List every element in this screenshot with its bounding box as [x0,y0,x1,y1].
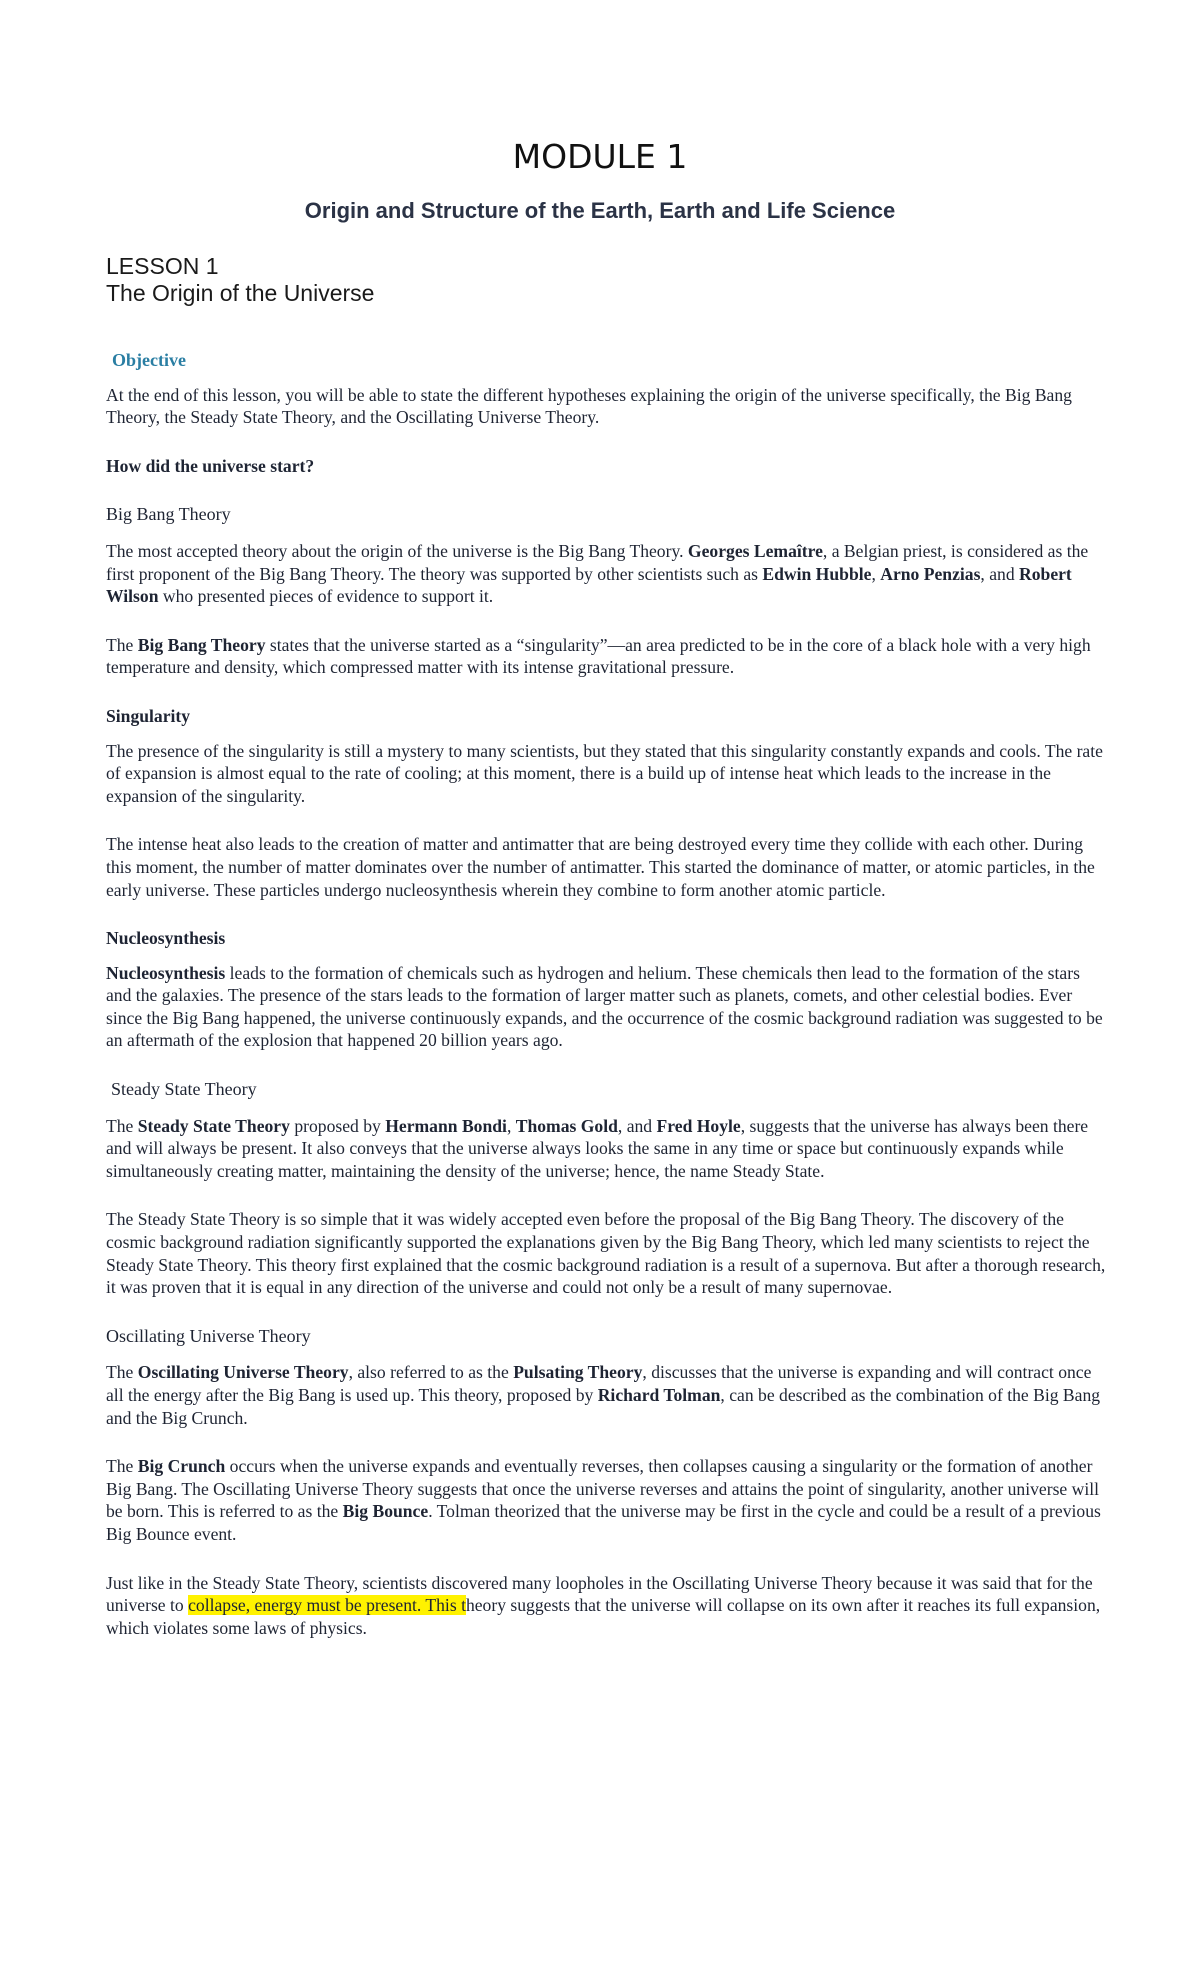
objective-heading: Objective [112,350,186,370]
big-bang-paragraph-1: The most accepted theory about the origin of the universe is the Big Bang Theory. Georges Lemaître, a Belgian priest, is considered as the first proponent of the Big Bang Theory. The theory was supported by other scientists such as Edwin Hubble, Arno Penzias, and Robert Wilson who presented pieces of evidence to support it. [106,540,1089,607]
steady-state-heading: Steady State Theory [111,1079,257,1100]
oscillating-paragraph-3: Just like in the Steady State Theory, scientists discovered many loopholes in the Oscillating Universe Theory because it was said that for the universe to collapse, energy must be present. This theory suggests that the universe will collapse on its own after it reaches its full expansion, which violates some laws of physics. [106,1572,1101,1638]
module-subtitle: Origin and Structure of the Earth, Earth and Life Science [304,198,896,223]
steady-state-paragraph-2: The Steady State Theory is so simple that it was widely accepted even before the proposal of the Big Bang Theory. The discovery of the cosmic background radiation significantly supported the explanations given by the Big Bang Theory, which led many scientists to reject the Steady State Theory. This theory first explained that the cosmic background radiation is a result of a supernova. But after a thorough research, it was proven that it is equal in any direction of the universe and could not only be a result of many supernovae. [106,1209,1106,1298]
big-bang-heading: Big Bang Theory [106,504,231,525]
module-title: MODULE 1 [512,137,688,176]
oscillating-heading: Oscillating Universe Theory [106,1325,311,1346]
lesson-title: The Origin of the Universe [106,280,375,306]
big-bang-paragraph-2: The Big Bang Theory states that the universe started as a “singularity”—an area predicted to be in the core of a black hole with a very high temperature and density, which compressed matter with its intense gravitational pressure. [106,634,1091,678]
question-heading: How did the universe start? [106,455,315,476]
oscillating-paragraph-1: The Oscillating Universe Theory, also referred to as the Pulsating Theory, discusses that the universe is expanding and will contract once all the energy after the Big Bang is used up. This theory, proposed by Richard Tolman, can be described as the combination of the Big Bang and the Big Crunch. [106,1362,1101,1428]
singularity-paragraph-2: The intense heat also leads to the creation of matter and antimatter that are being destroyed every time they collide with each other. During this moment, the number of matter dominates over the number of antimatter. This started the dominance of matter, or atomic particles, in the early universe. These particles undergo nucleosynthesis wherein they combine to form another atomic particle. [106,834,1095,900]
lesson-number: LESSON 1 [106,253,219,279]
singularity-heading: Singularity [106,705,191,726]
objective-text: At the end of this lesson, you will be able to state the different hypotheses explaining the origin of the universe specifically, the Big Bang Theory, the Steady State Theory, and the Oscillating Universe Theory. [106,384,1072,428]
singularity-paragraph-1: The presence of the singularity is still a mystery to many scientists, but they stated that this singularity constantly expands and cools. The rate of expansion is almost equal to the rate of cooling; at this moment, there is a build up of intense heat which leads to the increase in the expansion of the singularity. [106,740,1103,806]
steady-state-paragraph-1: The Steady State Theory proposed by Hermann Bondi, Thomas Gold, and Fred Hoyle, suggests that the universe has always been there and will always be present. It also conveys that the universe always looks the same in any time or space but continuously expands while simultaneously creating matter, maintaining the density of the universe; hence, the name Steady State. [106,1115,1089,1181]
oscillating-paragraph-2: The Big Crunch occurs when the universe expands and eventually reverses, then collapses causing a singularity or the formation of another Big Bang. The Oscillating Universe Theory suggests that once the universe reverses and attains the point of singularity, another universe will be born. This is referred to as the Big Bounce. Tolman theorized that the universe may be first in the cycle and could be a result of a previous Big Bounce event. [106,1456,1101,1544]
nucleosynthesis-heading: Nucleosynthesis [106,928,226,949]
lesson-body [106,349,1106,1639]
highlighted-text: collapse, energy must be present. This t [188,1595,466,1616]
nucleosynthesis-paragraph: Nucleosynthesis leads to the formation of chemicals such as hydrogen and helium. These chemicals then lead to the formation of the stars and the galaxies. The presence of the stars leads to the formation of larger matter such as planets, comets, and other celestial bodies. Ever since the Big Bang happened, the universe continuously expands, and the occurrence of the cosmic background radiation was suggested to be an aftermath of the explosion that happened 20 billion years ago. [106,962,1103,1051]
